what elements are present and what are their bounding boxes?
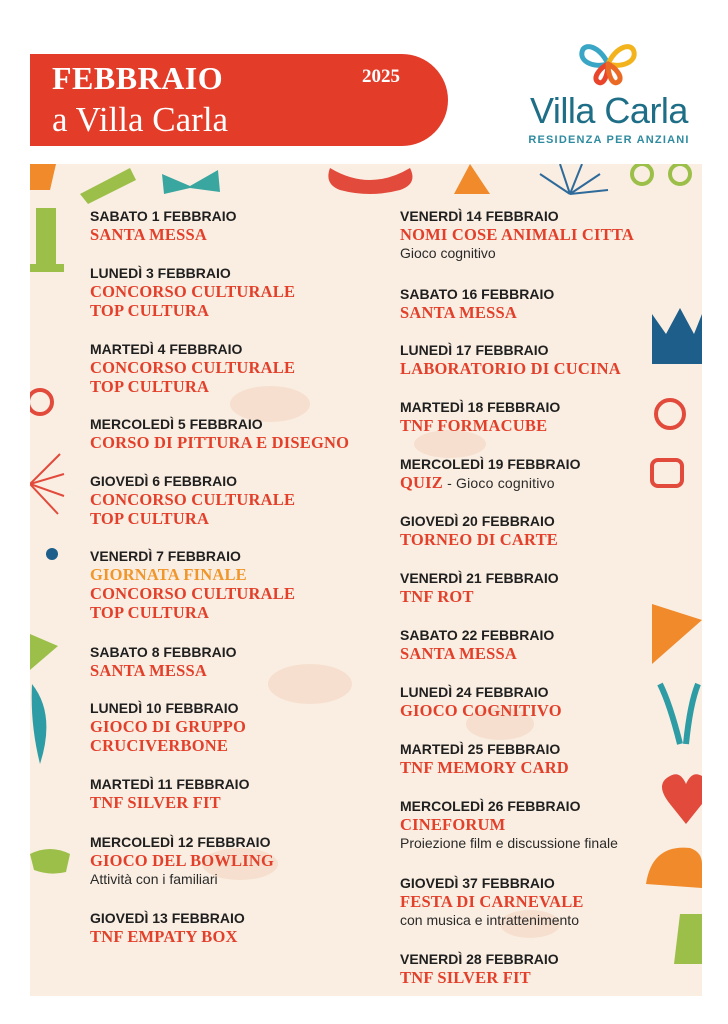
event-title: TNF FORMACUBE bbox=[400, 416, 548, 435]
bowler-hat-icon bbox=[646, 848, 702, 888]
event-title: TNF ROT bbox=[400, 587, 474, 606]
event-title: CRUCIVERBONE bbox=[90, 736, 229, 755]
event-date: GIOVEDÌ 13 FEBBRAIO bbox=[90, 910, 245, 926]
event-note: - Gioco cognitivo bbox=[442, 475, 555, 491]
event-date: LUNEDÌ 24 FEBBRAIO bbox=[400, 684, 549, 700]
event-date: SABATO 16 FEBBRAIO bbox=[400, 286, 555, 302]
event-title: TNF MEMORY CARD bbox=[400, 758, 569, 777]
top-hat-icon bbox=[30, 208, 64, 272]
event-highlight: GIORNATA FINALE bbox=[90, 565, 247, 584]
logo-subtitle: RESIDENZA PER ANZIANI bbox=[528, 134, 690, 146]
event-title bbox=[400, 473, 580, 493]
glasses-icon bbox=[632, 164, 690, 184]
event-title: GIOCO COGNITIVO bbox=[400, 701, 562, 720]
event-title: CINEFORUM bbox=[400, 815, 506, 834]
event-title: SANTA MESSA bbox=[90, 225, 207, 244]
event-date: MERCOLEDÌ 19 FEBBRAIO bbox=[400, 456, 581, 472]
header-month: FEBBRAIO bbox=[52, 60, 224, 96]
event-title: CONCORSO CULTURALE bbox=[90, 490, 296, 509]
event-title: TOP CULTURA bbox=[90, 509, 210, 528]
event-title: CONCORSO CULTURALE bbox=[90, 358, 296, 377]
feather-icon bbox=[32, 684, 47, 764]
villa-carla-logo bbox=[520, 38, 698, 148]
event-title: CONCORSO CULTURALE bbox=[90, 584, 296, 603]
top-hat-icon bbox=[674, 914, 702, 964]
event-title: NOMI COSE ANIMALI CITTA bbox=[400, 225, 634, 244]
event-date: MERCOLEDÌ 12 FEBBRAIO bbox=[90, 834, 271, 850]
event-title: SANTA MESSA bbox=[400, 644, 517, 663]
event-date: MERCOLEDÌ 26 FEBBRAIO bbox=[400, 798, 581, 814]
party-hat-icon bbox=[454, 164, 490, 194]
event-date: SABATO 1 FEBBRAIO bbox=[90, 208, 237, 224]
event-title: FESTA DI CARNEVALE bbox=[400, 892, 584, 911]
glasses-icon bbox=[656, 400, 684, 428]
event-item bbox=[400, 741, 569, 777]
event-item bbox=[400, 342, 621, 378]
event-item bbox=[400, 513, 558, 549]
event-title: TNF SILVER FIT bbox=[90, 793, 221, 812]
event-note: Attività con i familiari bbox=[90, 871, 218, 887]
event-item bbox=[400, 286, 554, 322]
event-date: VENERDÌ 7 FEBBRAIO bbox=[90, 548, 241, 564]
event-title: SANTA MESSA bbox=[400, 303, 517, 322]
event-item bbox=[90, 700, 246, 755]
event-date: SABATO 8 FEBBRAIO bbox=[90, 644, 237, 660]
event-date: MARTEDÌ 25 FEBBRAIO bbox=[400, 741, 561, 757]
event-item bbox=[90, 473, 295, 528]
logo-name: Villa Carla bbox=[530, 90, 688, 131]
event-note: Proiezione film e discussione finale bbox=[400, 835, 618, 851]
fireworks-icon bbox=[30, 454, 64, 514]
event-title: TOP CULTURA bbox=[90, 603, 210, 622]
event-note: Gioco cognitivo bbox=[400, 245, 496, 261]
event-item bbox=[90, 208, 237, 244]
event-date: VENERDÌ 14 FEBBRAIO bbox=[400, 208, 559, 224]
event-date: LUNEDÌ 10 FEBBRAIO bbox=[90, 700, 239, 716]
event-date: GIOVEDÌ 37 FEBBRAIO bbox=[400, 875, 555, 891]
butterfly-icon bbox=[578, 38, 638, 86]
event-item bbox=[90, 341, 295, 396]
fireworks-icon bbox=[540, 164, 608, 194]
event-title-text: QUIZ bbox=[400, 473, 443, 492]
header-year: 2025 bbox=[362, 66, 400, 87]
event-title: GIOCO DI GRUPPO bbox=[90, 717, 247, 736]
event-title: TNF SILVER FIT bbox=[400, 968, 531, 987]
event-date: LUNEDÌ 3 FEBBRAIO bbox=[90, 265, 231, 281]
event-date: MARTEDÌ 18 FEBBRAIO bbox=[400, 399, 561, 415]
party-hat-icon bbox=[30, 634, 58, 670]
glasses-icon bbox=[30, 390, 52, 414]
event-date: LUNEDÌ 17 FEBBRAIO bbox=[400, 342, 549, 358]
event-item bbox=[90, 416, 349, 452]
event-date: MARTEDÌ 11 FEBBRAIO bbox=[90, 776, 250, 792]
event-date: GIOVEDÌ 6 FEBBRAIO bbox=[90, 473, 238, 489]
party-horn-icon bbox=[80, 168, 136, 204]
event-item bbox=[400, 399, 560, 435]
event-title: TORNEO DI CARTE bbox=[400, 530, 558, 549]
event-date: GIOVEDÌ 20 FEBBRAIO bbox=[400, 513, 555, 529]
glasses-icon bbox=[652, 460, 682, 486]
event-item bbox=[400, 208, 634, 262]
crown-icon bbox=[652, 308, 702, 364]
mask-icon bbox=[328, 168, 412, 194]
event-date: MERCOLEDÌ 5 FEBBRAIO bbox=[90, 416, 263, 432]
event-title: TOP CULTURA bbox=[90, 377, 210, 396]
event-item bbox=[90, 265, 295, 320]
event-item bbox=[400, 627, 554, 663]
event-item bbox=[400, 875, 584, 929]
event-date: MARTEDÌ 4 FEBBRAIO bbox=[90, 341, 243, 357]
event-item bbox=[400, 456, 580, 493]
event-item bbox=[90, 548, 295, 622]
event-item bbox=[90, 644, 237, 680]
party-hat-icon bbox=[652, 604, 702, 664]
glasses-icon bbox=[30, 849, 70, 874]
event-title: CONCORSO CULTURALE bbox=[90, 282, 296, 301]
bowtie-icon bbox=[162, 170, 220, 194]
event-title: TNF EMPATY BOX bbox=[90, 927, 238, 946]
event-item bbox=[400, 798, 618, 852]
party-hat-icon bbox=[30, 164, 56, 190]
event-item bbox=[90, 910, 245, 946]
event-note: con musica e intrattenimento bbox=[400, 912, 579, 928]
header-banner bbox=[30, 54, 448, 146]
event-title: SANTA MESSA bbox=[90, 661, 207, 680]
event-date: SABATO 22 FEBBRAIO bbox=[400, 627, 555, 643]
calendar-poster bbox=[30, 164, 702, 996]
event-item bbox=[400, 684, 562, 720]
event-title: LABORATORIO DI CUCINA bbox=[400, 359, 621, 378]
event-title: GIOCO DEL BOWLING bbox=[90, 851, 275, 870]
event-date: VENERDÌ 21 FEBBRAIO bbox=[400, 570, 559, 586]
event-date: VENERDÌ 28 FEBBRAIO bbox=[400, 951, 559, 967]
event-item bbox=[90, 776, 249, 812]
heart-icon bbox=[662, 774, 702, 824]
bunny-ears-icon bbox=[660, 684, 698, 744]
event-item bbox=[400, 951, 559, 987]
event-title: TOP CULTURA bbox=[90, 301, 210, 320]
event-title: CORSO DI PITTURA E DISEGNO bbox=[90, 433, 350, 452]
header-subtitle: a Villa Carla bbox=[52, 100, 229, 139]
event-item bbox=[90, 834, 274, 888]
event-item bbox=[400, 570, 559, 606]
